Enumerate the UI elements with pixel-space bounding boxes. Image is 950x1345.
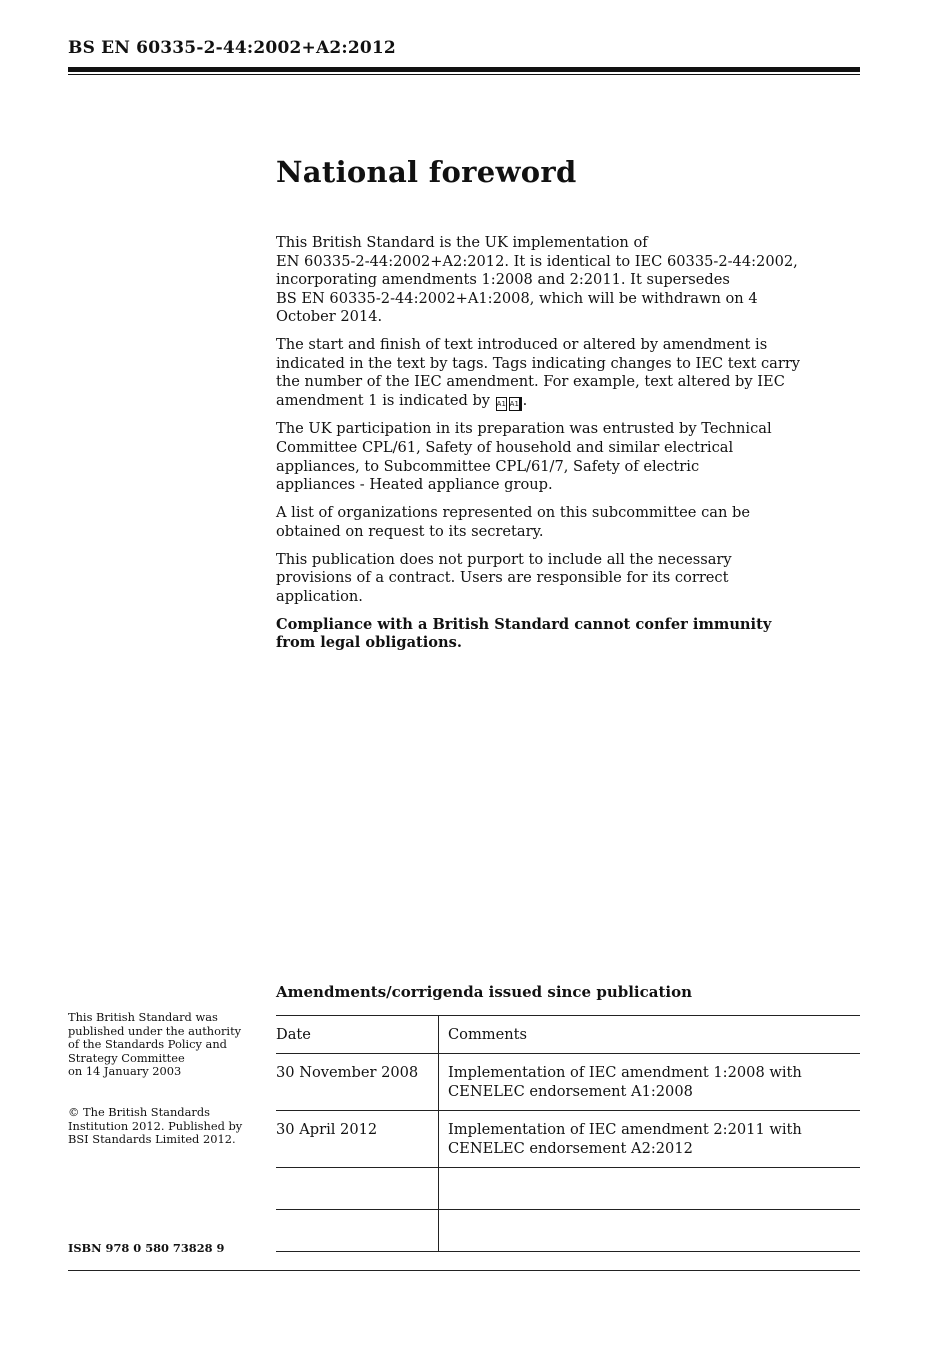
amendment-open-tag-icon: A1 (496, 397, 507, 411)
paragraph-compliance (276, 616, 836, 653)
text-line: CENELEC endorsement A1:2008 (448, 1083, 693, 1100)
empty-date-cell (276, 1168, 439, 1210)
amendment-comment (439, 1111, 861, 1168)
text-line: Committee CPL/61, Safety of household and similar electrical (276, 438, 734, 456)
text-line: indicated in the text by tags. Tags indicating changes to IEC text carry (276, 354, 801, 372)
text-line: amendment 1 is indicated by (276, 392, 495, 410)
paragraph-committee (276, 420, 836, 494)
text-line: . (522, 392, 528, 410)
amendment-date: 30 November 2008 (276, 1054, 439, 1111)
text-line: from legal obligations. (276, 634, 462, 652)
document-id-header: BS EN 60335-2-44:2002+A2:2012 (68, 38, 396, 58)
text-line: The start and finish of text introduced or altered by amendment is (276, 336, 768, 354)
paragraph-implementation (276, 234, 836, 327)
text-line: This publication does not purport to include all the necessary (276, 550, 732, 568)
text-line: Compliance with a British Standard cannot confer immunity (276, 615, 772, 633)
empty-date-cell (276, 1210, 439, 1252)
text-line: appliances, to Subcommittee CPL/61/7, Safety of electric (276, 457, 700, 475)
text-line: Implementation of IEC amendment 2:2011 with (448, 1121, 802, 1138)
amendment-comment (439, 1054, 861, 1111)
header-rule-thin (68, 74, 860, 75)
text-line: incorporating amendments 1:2008 and 2:2011. It supersedes (276, 271, 730, 289)
table-row-empty (276, 1210, 860, 1252)
amendments-table (276, 1015, 860, 1252)
text-line: Strategy Committee (68, 1050, 185, 1065)
paragraph-organizations (276, 504, 836, 541)
text-line: The UK participation in its preparation was entrusted by Technical (276, 420, 772, 438)
paragraph-contract (276, 551, 836, 607)
text-line: the number of the IEC amendment. For example, text altered by IEC (276, 373, 785, 391)
table-row (276, 1111, 860, 1168)
foreword-body (276, 234, 836, 662)
isbn: ISBN 978 0 580 73828 9 (68, 1241, 225, 1255)
table-row (276, 1054, 860, 1111)
amendment-close-tag-icon: A1 (509, 397, 522, 411)
text-line: A list of organizations represented on this subcommittee can be (276, 504, 750, 522)
text-line: on 14 January 2003 (68, 1064, 182, 1078)
empty-comment-cell (439, 1210, 861, 1252)
amendment-date: 30 April 2012 (276, 1111, 439, 1168)
text-line: Institution 2012. Published by (68, 1118, 243, 1133)
empty-comment-cell (439, 1168, 861, 1210)
footer-rule (68, 1270, 860, 1271)
text-line: BSI Standards Limited 2012. (68, 1132, 236, 1146)
amendments-table-title: Amendments/corrigenda issued since publication (276, 983, 692, 1001)
text-line: appliances - Heated appliance group. (276, 476, 553, 494)
paragraph-tags (276, 336, 836, 411)
column-header-date: Date (276, 1016, 439, 1054)
text-line: BS EN 60335-2-44:2002+A1:2008, which will be withdrawn on 4 (276, 289, 758, 307)
text-line: application. (276, 587, 363, 605)
text-line: of the Standards Policy and (68, 1037, 227, 1051)
text-line: obtained on request to its secretary. (276, 522, 544, 540)
column-header-comments: Comments (439, 1016, 861, 1054)
table-header-row (276, 1016, 860, 1054)
text-line: October 2014. (276, 308, 383, 326)
text-line: This British Standard was (68, 1010, 218, 1024)
text-line: This British Standard is the UK implementation of (276, 234, 648, 251)
text-line: provisions of a contract. Users are responsible for its correct (276, 569, 729, 587)
page-title: National foreword (276, 155, 577, 189)
copyright-note (68, 1106, 268, 1147)
text-line: CENELEC endorsement A2:2012 (448, 1140, 693, 1157)
header-rule-thick (68, 67, 860, 72)
text-line: Implementation of IEC amendment 1:2008 with (448, 1064, 802, 1081)
text-line: published under the authority (68, 1023, 242, 1038)
publication-authority-note (68, 1011, 268, 1079)
text-line: © The British Standards (68, 1105, 210, 1119)
table-row-empty (276, 1168, 860, 1210)
text-line: EN 60335-2-44:2002+A2:2012. It is identical to IEC 60335-2-44:2002, (276, 252, 798, 270)
